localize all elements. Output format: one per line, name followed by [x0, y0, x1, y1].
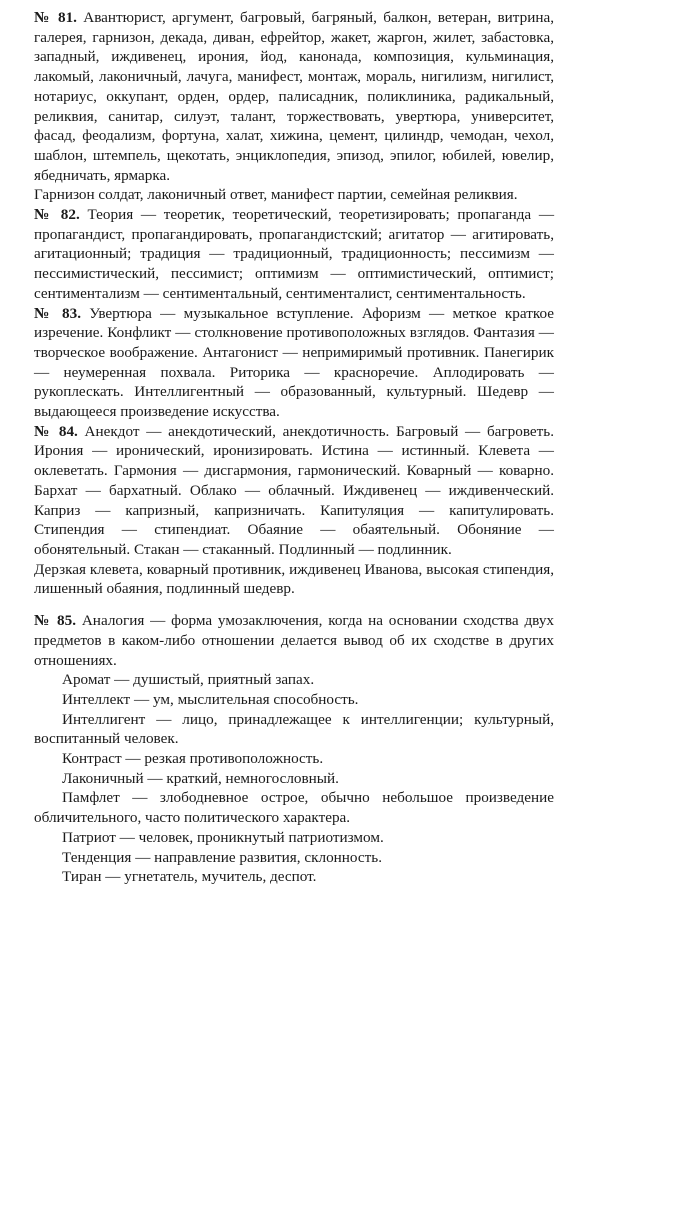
exercise-82 [34, 205, 554, 304]
definition-item: Интеллигент — лицо, принадлежащее к интеллигенции; культурный, воспитанный человек. [34, 710, 554, 748]
definition-item: Тиран — угнетатель, мучитель, деспот. [62, 868, 317, 886]
exercise-number: № 84. [34, 422, 78, 440]
exercise-text: Аналогия — форма умозаключения, когда на основании сходства двух предметов в каком-либо отношении делается вывод об их сходстве в других отношениях. [34, 612, 555, 669]
exercise-82-text [34, 205, 554, 304]
exercise-number: № 82. [34, 206, 80, 224]
document-page [34, 8, 554, 887]
exercise-85 [34, 611, 554, 887]
exercise-number: № 83. [34, 304, 82, 322]
exercise-84 [34, 422, 554, 599]
exercise-number: № 85. [34, 612, 77, 630]
exercise-text: Увертюра — музыкальное вступление. Афоризм — меткое краткое изречение. Конфликт — столкновение противоположных взглядов. Фантазия — творческое воображение. Антагонист — непримиримый противник. Панегирик — неумеренная похвала. Риторика — красноречие. Аплодировать — рукоплескать. Интеллигентный — образованный, культурный. Шедевр — выдающееся произведение искусства. [34, 304, 554, 421]
exercise-84-phrases: Дерзкая клевета, коварный противник, иждивенец Иванова, высокая стипендия, лишенный обаяния, подлинный шедевр. [34, 560, 554, 598]
definition-item: Тенденция — направление развития, склонность. [62, 848, 382, 866]
definition-list [34, 670, 554, 887]
exercise-number: № 81. [34, 9, 77, 26]
definition-item: Аромат — душистый, приятный запах. [62, 671, 315, 689]
definition-item: Памфлет — злободневное острое, обычно небольшое произведение обличительного, часто политического характера. [34, 789, 554, 827]
exercise-text: Авантюрист, аргумент, багровый, багряный, балкон, ветеран, витрина, галерея, гарнизон, декада, диван, ефрейтор, жакет, жаргон, жилет, забастовка, западный, иждивенец, ирония, йод, канонада, композиция, кульминация, лакомый, лаконичный, лачуга, манифест, монтаж, мораль, нигилизм, нигилист, нотариус, оккупант, орден, ордер, палисадник, поликлиника, радикальный, реликвия, санитар, силуэт, талант, торжествовать, увертюра, университет, фасад, феодализм, фортуна, халат, хижина, цемент, цилиндр, чемодан, чехол, шаблон, штемпель, щекотать, энциклопедия, эпизод, эпилог, юбилей, ювелир, ябедничать, ярмарка. [34, 9, 555, 184]
exercise-81-phrases: Гарнизон солдат, лаконичный ответ, манифест партии, семейная реликвия. [34, 186, 518, 204]
definition-item: Интеллект — ум, мыслительная способность. [62, 690, 359, 708]
definition-item: Контраст — резкая противоположность. [62, 750, 324, 768]
exercise-85-intro [34, 611, 554, 670]
definition-item: Лаконичный — краткий, немногословный. [62, 769, 339, 787]
section-gap [34, 599, 554, 611]
exercise-83-text [34, 304, 554, 422]
exercise-text: Анекдот — анекдотический, анекдотичность. Багровый — багроветь. Ирония — иронический, иронизировать. Истина — истинный. Клевета — оклеветать. Гармония — дисгармония, гармонический. Коварный — коварно. Бархат — бархатный. Облако — облачный. Иждивенец — иждивенческий. Каприз — капризный, капризничать. Капитуляция — капитулировать. Стипендия — стипендиат. Обаяние — обаятельный. Обоняние — обонятельный. Стакан — стаканный. Подлинный — подлинник. [34, 422, 555, 558]
exercise-text: Теория — теоретик, теоретический, теоретизировать; пропаганда — пропагандист, пропагандировать, пропагандистский; агитатор — агитировать, агитационный; традиция — традиционный, традиционность; пессимизм — пессимистический, пессимист; оптимизм — оптимистический, оптимист; сентиментализм — сентиментальный, сентименталист, сентиментальность. [34, 206, 555, 302]
exercise-81 [34, 8, 554, 205]
exercise-81-words [34, 8, 554, 185]
definition-item: Патриот — человек, проникнутый патриотизмом. [62, 828, 384, 846]
exercise-83 [34, 304, 554, 422]
exercise-84-text [34, 422, 554, 560]
